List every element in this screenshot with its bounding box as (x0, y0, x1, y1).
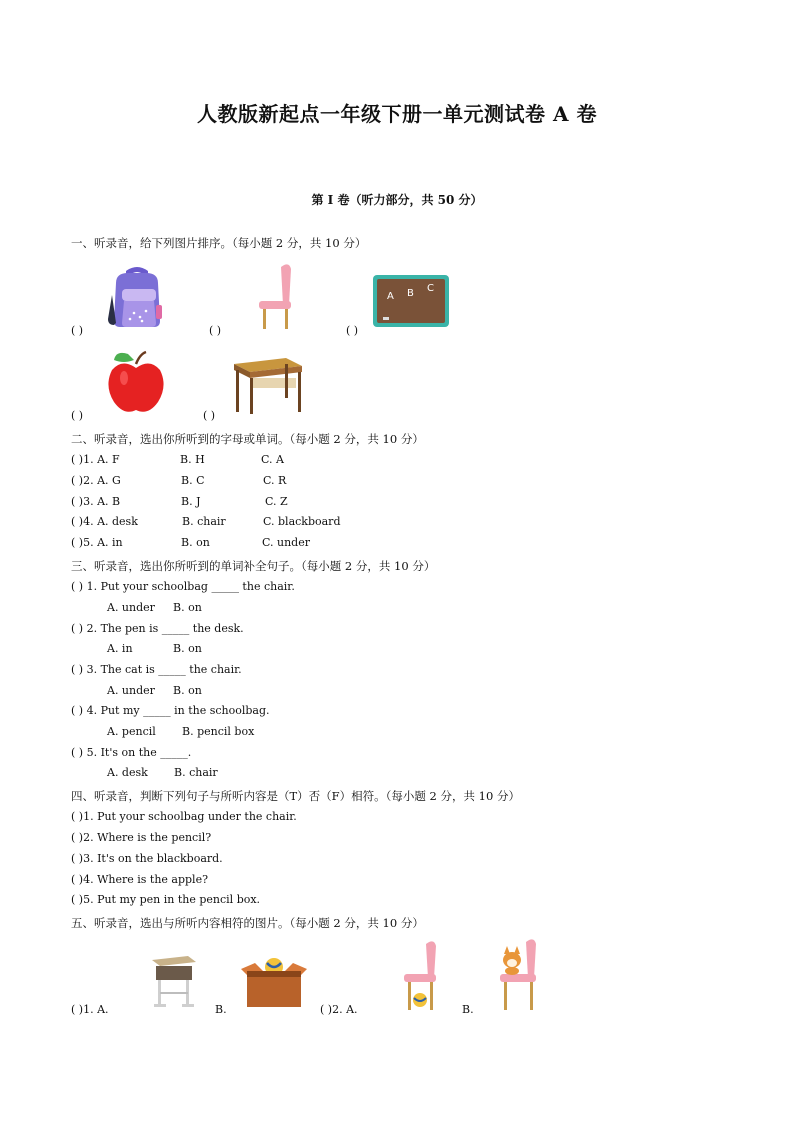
s3-item-1-b: B. on (173, 601, 202, 614)
s2-item-3: ( )3. A. B (71, 495, 121, 508)
s1-blank-2[interactable]: ( ) (209, 324, 222, 337)
s3-item-4-b: B. pencil box (182, 725, 255, 738)
s2-item-4-c: C. blackboard (263, 515, 341, 528)
s3-item-1: ( ) 1. Put your schoolbag _____ the chair. (71, 580, 295, 593)
s4-item-3: ( )3. It's on the blackboard. (71, 852, 223, 865)
s5-q1-b: B. (215, 1003, 227, 1016)
s4-item-5: ( )5. Put my pen in the pencil box. (71, 893, 261, 906)
section-3-heading: 三、听录音，选出你所听到的单词补全句子。（每小题 2 分，共 10 分） (71, 559, 436, 573)
blackboard-icon (373, 275, 449, 327)
paper-subtitle: 第 I 卷（听力部分，共 50 分） (311, 193, 483, 207)
s2-item-2: ( )2. A. G (71, 474, 121, 487)
s1-blank-1[interactable]: ( ) (71, 324, 84, 337)
s2-item-2-c: C. R (263, 474, 287, 487)
s2-item-1: ( )1. A. F (71, 453, 120, 466)
s4-item-4: ( )4. Where is the apple? (71, 873, 208, 886)
s2-item-3-b: B. J (181, 495, 201, 508)
s4-item-2: ( )2. Where is the pencil? (71, 831, 212, 844)
s3-item-2-b: B. on (173, 642, 202, 655)
s3-item-3: ( ) 3. The cat is _____ the chair. (71, 663, 242, 676)
s3-item-4: ( ) 4. Put my _____ in the schoolbag. (71, 704, 270, 717)
s2-item-2-b: B. C (181, 474, 205, 487)
chair-ball-under-icon (400, 940, 440, 1012)
schoolbag-icon (104, 265, 170, 329)
apple-icon (106, 350, 166, 416)
s3-item-1-a: A. under (107, 601, 155, 614)
box-with-ball-icon (241, 953, 307, 1009)
s2-item-3-c: C. Z (265, 495, 288, 508)
s1-blank-3[interactable]: ( ) (346, 324, 359, 337)
page-title: 人教版新起点一年级下册一单元测试卷 A 卷 (197, 102, 597, 126)
section-4-heading: 四、听录音，判断下列句子与所听内容是（T）否（F）相符。（每小题 2 分，共 10 分） (71, 789, 520, 803)
s2-item-4: ( )4. A. desk (71, 515, 138, 528)
chair-cat-on-icon (496, 938, 540, 1012)
s4-item-1: ( )1. Put your schoolbag under the chair. (71, 810, 297, 823)
section-2-heading: 二、听录音，选出你所听到的字母或单词。（每小题 2 分，共 10 分） (71, 432, 424, 446)
s1-blank-5[interactable]: ( ) (203, 409, 216, 422)
s3-item-3-b: B. on (173, 684, 202, 697)
desk-icon (230, 356, 304, 416)
section-1-heading: 一、听录音，给下列图片排序。（每小题 2 分，共 10 分） (71, 236, 367, 250)
s3-item-2: ( ) 2. The pen is _____ the desk. (71, 622, 244, 635)
s5-q2: ( )2. A. (320, 1003, 358, 1016)
s2-item-1-c: C. A (261, 453, 284, 466)
s5-q2-b: B. (462, 1003, 474, 1016)
s2-item-5: ( )5. A. in (71, 536, 123, 549)
s5-q1: ( )1. A. (71, 1003, 109, 1016)
s3-item-4-a: A. pencil (107, 725, 156, 738)
s2-item-4-b: B. chair (182, 515, 226, 528)
s3-item-5-a: A. desk (107, 766, 148, 779)
board-letter-a: A (387, 291, 394, 302)
s2-item-5-c: C. under (262, 536, 310, 549)
school-desk-icon (148, 954, 198, 1010)
s3-item-3-a: A. under (107, 684, 155, 697)
section-5-heading: 五、听录音，选出与所听内容相符的图片。（每小题 2 分，共 10 分） (71, 916, 424, 930)
s3-item-5: ( ) 5. It's on the _____. (71, 746, 192, 759)
board-letter-c: C (427, 283, 434, 294)
s3-item-2-a: A. in (107, 642, 133, 655)
chair-icon (255, 263, 295, 331)
s3-item-5-b: B. chair (174, 766, 218, 779)
s1-blank-4[interactable]: ( ) (71, 409, 84, 422)
board-letter-b: B (407, 288, 414, 299)
s2-item-1-b: B. H (180, 453, 205, 466)
s2-item-5-b: B. on (181, 536, 210, 549)
